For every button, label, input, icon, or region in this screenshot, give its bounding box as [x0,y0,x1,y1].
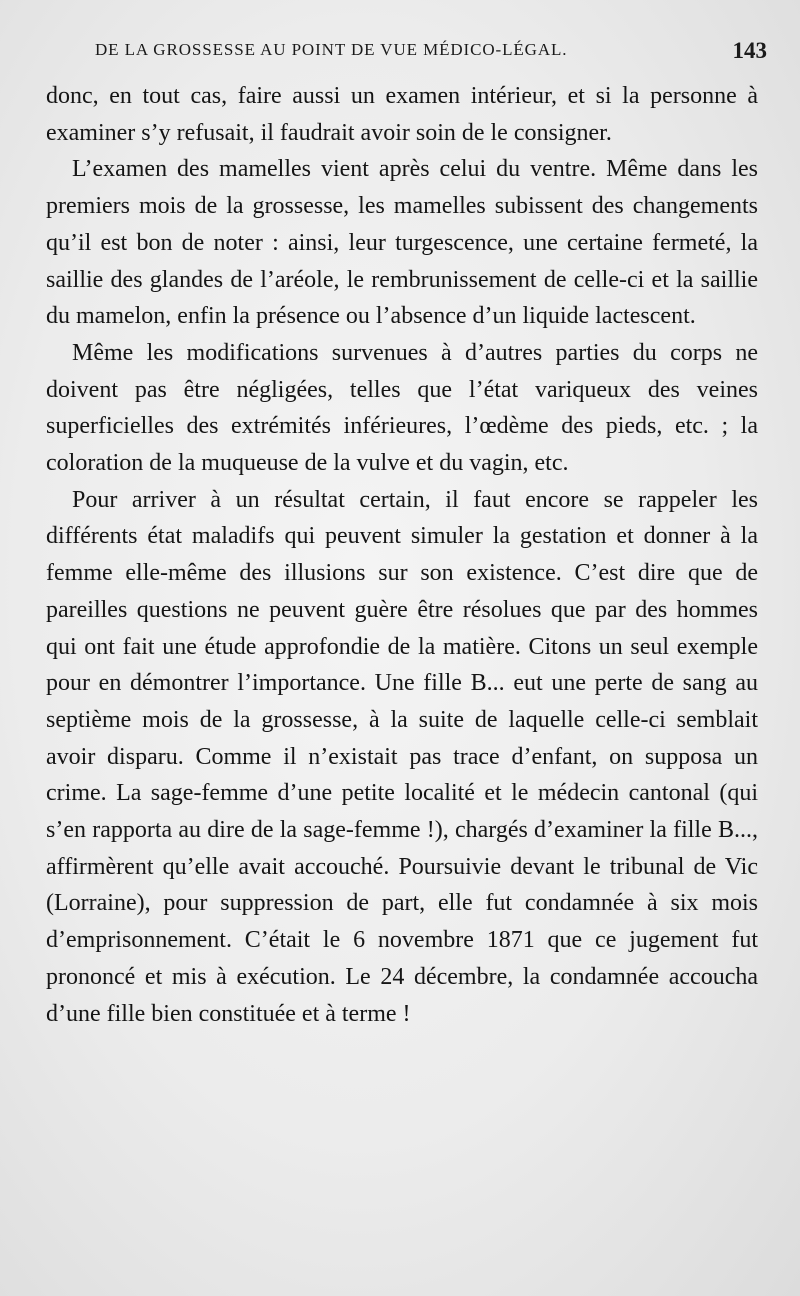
paragraph-mamelles: L’examen des mamelles vient après celui du ventre. Même dans les premiers mois de la grossesse, les mamelles subissent des changements qu’il est bon de noter : ainsi, leur turgescence, une certaine fermeté, la saillie des glandes de l’aréole, le rembrunissement de celle-ci et la saillie du mamelon, enfin la présence ou l’absence d’un liquide lactescent. [46,156,758,330]
page-header [95,38,767,66]
paragraph-continued: donc, en tout cas, faire aussi un examen intérieur, et si la personne à examiner s’y refusait, il faudrait avoir soin de le consigner. [46,83,758,146]
running-head: DE LA GROSSESSE AU POINT DE VUE MÉDICO-LÉGAL. [95,40,568,59]
page-body [46,78,758,1032]
page-number: 143 [732,38,767,63]
paragraph-resultat-certain: Pour arriver à un résultat certain, il faut encore se rappeler les différents état maladifs qui peuvent simuler la gestation et donner à la femme elle-même des illusions sur son existence. C’est dire que de pareilles questions ne peuvent guère être résolues que par des hommes qui ont fait une étude approfondie de la matière. Citons un seul exemple pour en démontrer l’importance. Une fille B... eut une perte de sang au septième mois de la grossesse, à la suite de laquelle celle-ci semblait avoir disparu. Comme il n’existait pas trace d’enfant, on supposa un crime. La sage-femme d’une petite localité et le médecin cantonal (qui s’en rapporta au dire de la sage-femme !), chargés d’examiner la fille B..., affirmèrent qu’elle avait accouché. Poursuivie devant le tribunal de Vic (Lorraine), pour suppression de part, elle fut condamnée à six mois d’emprisonnement. C’était le 6 novembre 1871 que ce jugement fut prononcé et mis à exécution. Le 24 décembre, la condamnée accoucha d’une fille bien constituée et à terme ! [46,486,758,1027]
paragraph-modifications: Même les modifications survenues à d’autres parties du corps ne doivent pas être négligées, telles que l’état variqueux des veines superficielles des extrémités inférieures, l’œdème des pieds, etc. ; la coloration de la muqueuse de la vulve et du vagin, etc. [46,339,758,477]
